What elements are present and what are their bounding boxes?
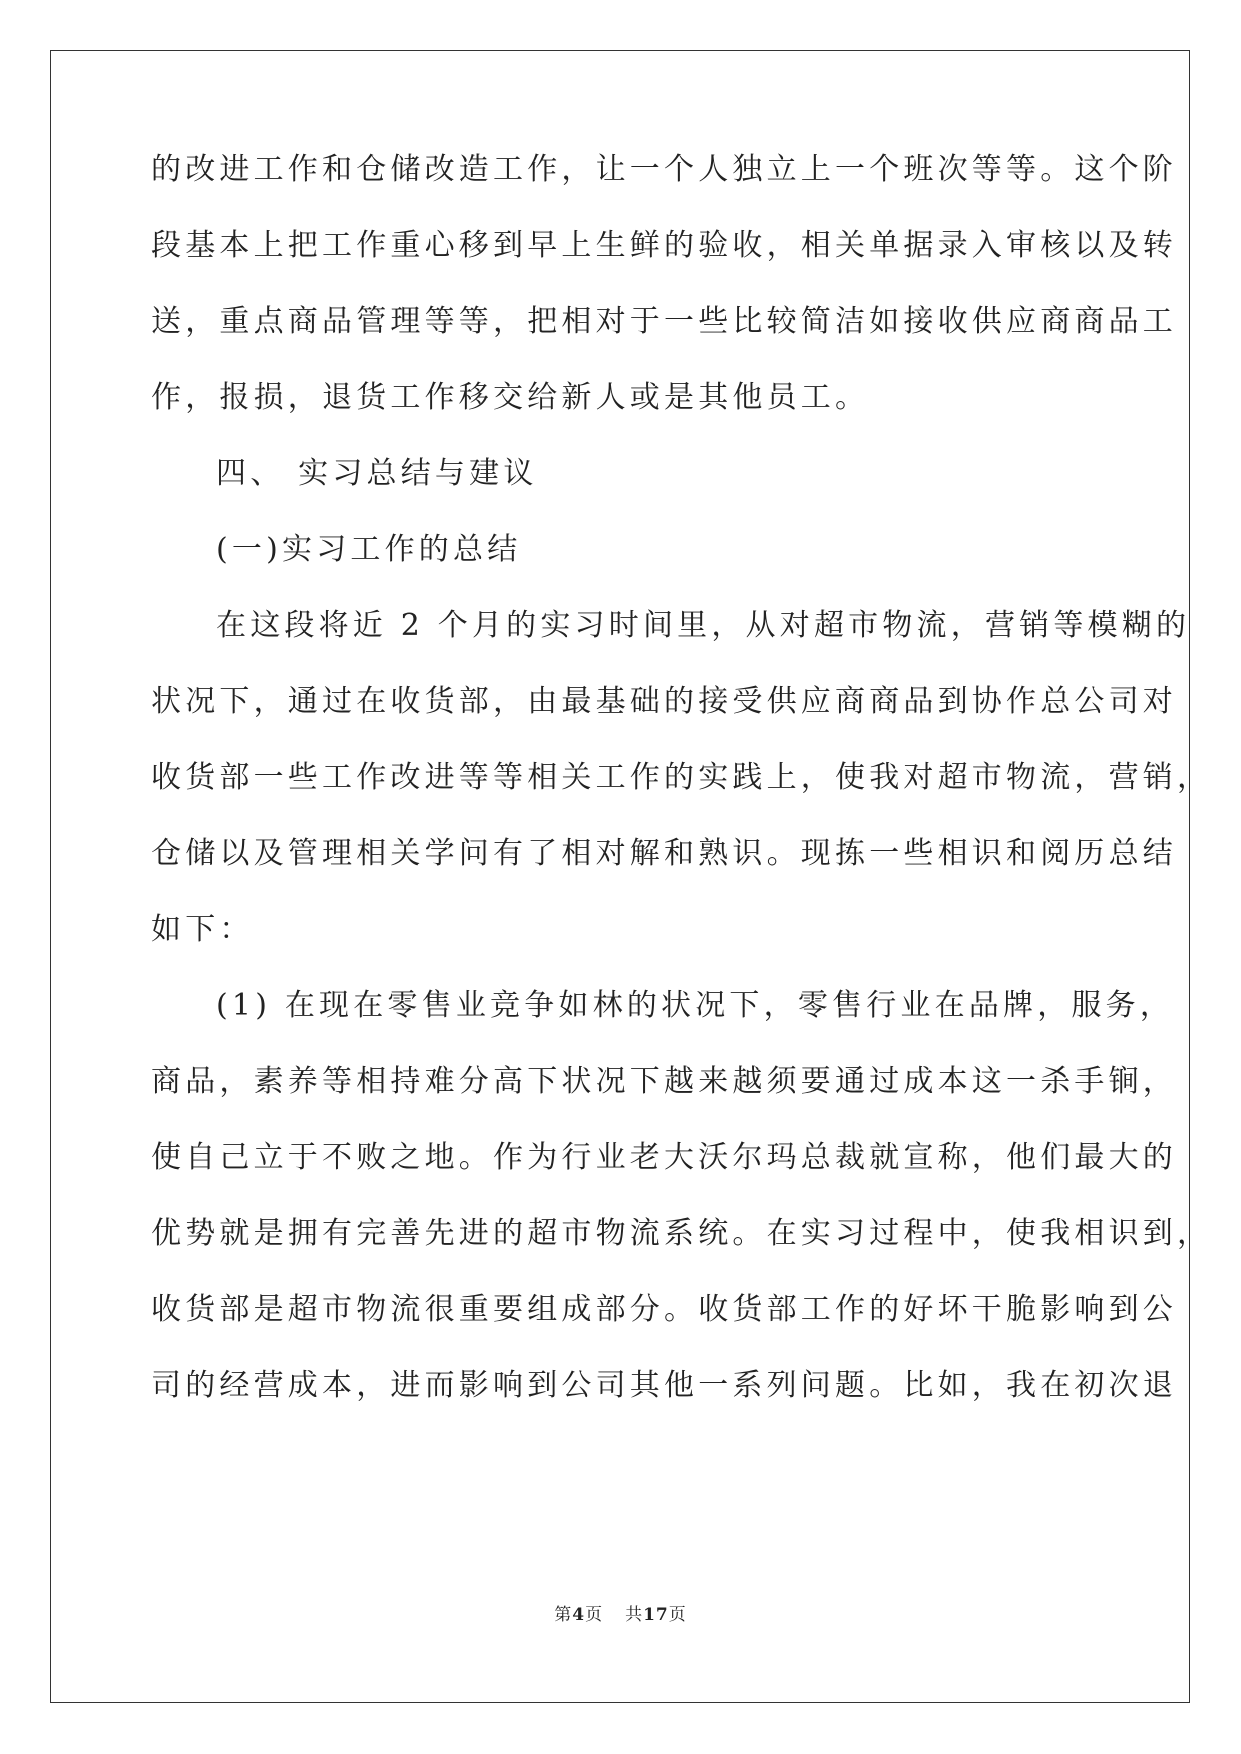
text-line: 如下： bbox=[151, 912, 254, 947]
page-number: 4 bbox=[572, 1605, 586, 1625]
text-line: 送，重点商品管理等等，把相对于一些比较简洁如接收供应商商品工 bbox=[151, 304, 1177, 339]
text-line: 状况下，通过在收货部，由最基础的接受供应商商品到协作总公司对 bbox=[151, 684, 1177, 719]
text-line: 段基本上把工作重心移到早上生鲜的验收，相关单据录入审核以及转 bbox=[151, 228, 1177, 263]
section-heading: 四、 实习总结与建议 bbox=[216, 456, 538, 491]
text-line: 商品，素养等相持难分高下状况下越来越须要通过成本这一杀手锏， bbox=[151, 1064, 1177, 1099]
text-line: 作，报损，退货工作移交给新人或是其他员工。 bbox=[151, 380, 870, 415]
total-suffix: 页 bbox=[668, 1605, 687, 1625]
total-prefix: 共 bbox=[625, 1605, 644, 1625]
subsection-heading: (一)实习工作的总结 bbox=[216, 532, 522, 567]
text-line: 在这段将近 2 个月的实习时间里，从对超市物流，营销等模糊的 bbox=[216, 608, 1191, 643]
text-line: 收货部是超市物流很重要组成部分。收货部工作的好坏干脆影响到公 bbox=[151, 1292, 1177, 1327]
text-line: 仓储以及管理相关学问有了相对解和熟识。现拣一些相识和阅历总结 bbox=[151, 836, 1177, 871]
text-line: 收货部一些工作改进等等相关工作的实践上，使我对超市物流，营销， bbox=[151, 760, 1212, 795]
text-line: 优势就是拥有完善先进的超市物流系统。在实习过程中，使我相识到， bbox=[151, 1216, 1212, 1251]
text-line: 的改进工作和仓储改造工作，让一个人独立上一个班次等等。这个阶 bbox=[151, 152, 1177, 187]
page-suffix: 页 bbox=[585, 1605, 604, 1625]
total-pages: 17 bbox=[643, 1605, 669, 1625]
text-line: 司的经营成本，进而影响到公司其他一系列问题。比如，我在初次退 bbox=[151, 1368, 1177, 1403]
text-line: 使自己立于不败之地。作为行业老大沃尔玛总裁就宣称，他们最大的 bbox=[151, 1140, 1177, 1175]
text-line: (1) 在现在零售业竞争如林的状况下，零售行业在品牌，服务， bbox=[216, 988, 1175, 1023]
page-prefix: 第 bbox=[554, 1605, 573, 1625]
page-footer bbox=[0, 1604, 1241, 1626]
